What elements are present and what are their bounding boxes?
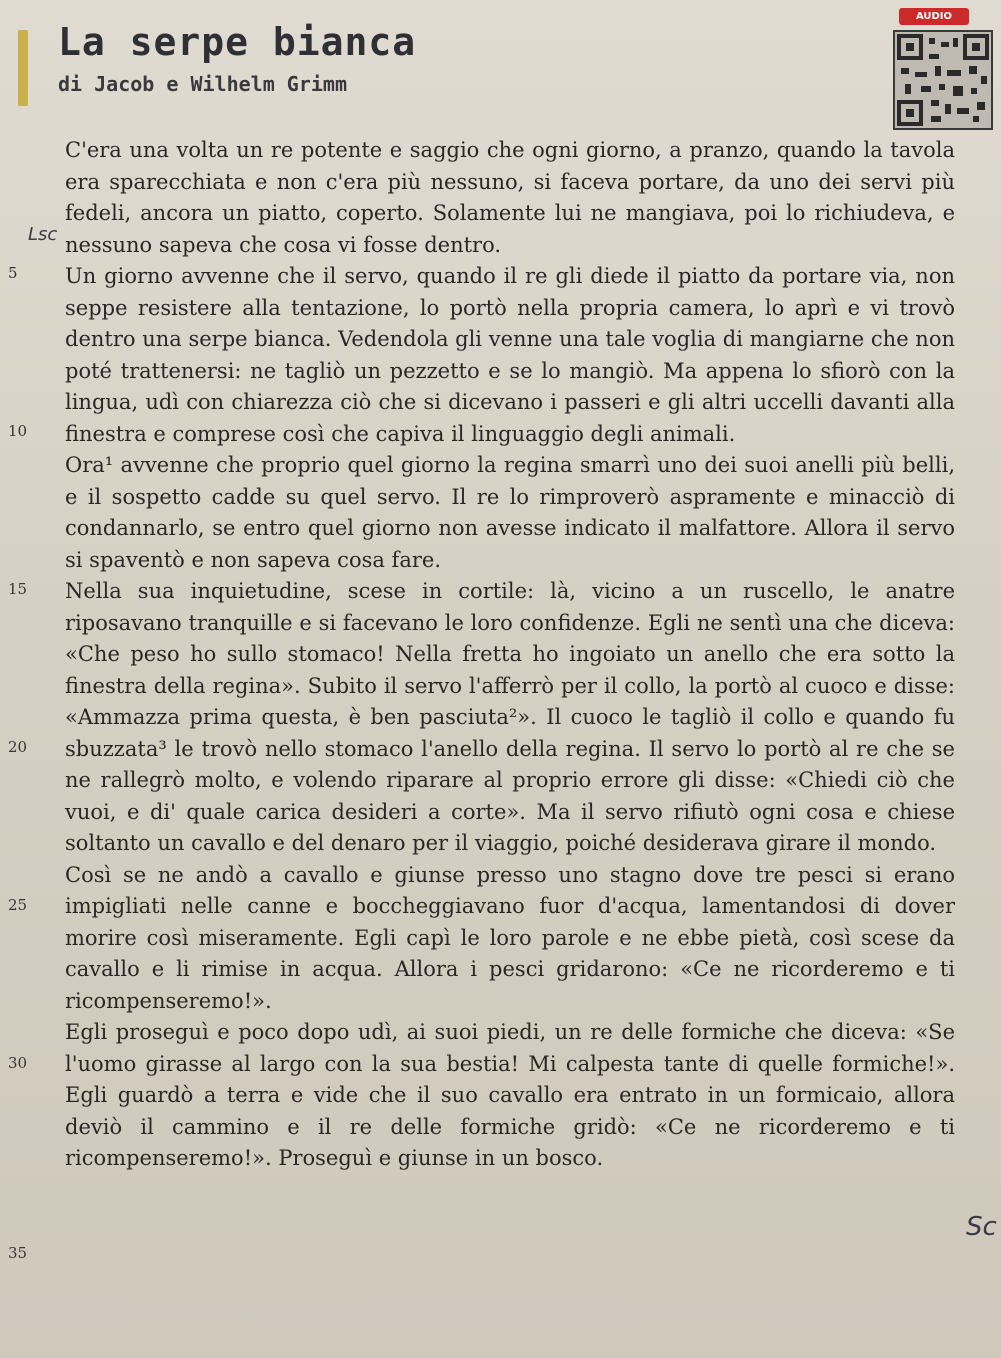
paragraph: Nella sua inquietudine, scese in cortile: là, vicino a un ruscello, le anatre riposavano tranquille e si facevano le loro confidenze. Egli ne sentì una che diceva: «Che peso ho sullo stomaco! Nella fretta ho ingoiato un anello che era sotto la finestra della regina». Subito il servo l'afferrò per il collo, la portò al cuoco e disse: «Ammazza prima questa, è ben pasciuta²». Il cuoco le tagliò il collo e quando fu sbuzzata³ le trovò nello stomaco l'anello della regina. Il servo lo portò al re che se ne rallegrò molto, e volendo riparare al proprio errore gli disse: «Chiedi ciò che vuoi, e di' quale carica desideri a corte». Ma il servo rifiutò ogni cosa e chiese soltanto un cavallo e del denaro per il viaggio, poiché desiderava girare il mondo.	[65, 579, 955, 855]
author-subtitle: di Jacob e Wilhelm Grimm	[58, 72, 347, 96]
paragraph: Un giorno avvenne che il servo, quando il re gli diede il piatto da portare via, non seppe resistere alla tentazione, lo portò nella propria camera, lo aprì e vi trovò dentro una serpe bianca. Vedendola gli venne una tale voglia di mangiarne che non poté trattenersi: ne tagliò un pezzetto e se lo mangiò. Ma appena lo sfiorò con la lingua, udì con chiarezza ciò che si dicevano i passeri e gli altri uccelli davanti alla finestra e comprese così che capiva il linguaggio degli animali.	[65, 264, 955, 446]
paragraph: Egli proseguì e poco dopo udì, ai suoi piedi, un re delle formiche che diceva: «Se l'uomo girasse al largo con la sua bestia! Mi calpesta tante di quelle formiche!». Egli guardò a terra e vide che il suo cavallo era entrato in un formicaio, allora deviò il cammino e il re delle formiche gridò: «Ce ne ricorderemo e ti ricompenseremo!». Proseguì e giunse in un bosco.	[65, 1020, 955, 1170]
audio-badge[interactable]: AUDIO	[899, 8, 969, 25]
line-number: 10	[8, 422, 28, 440]
line-number: 5	[8, 264, 18, 282]
paragraph: C'era una volta un re potente e saggio che ogni giorno, a pranzo, quando la tavola era sparecchiata e non c'era più nessuno, si faceva portare, da uno dei servi più fedeli, ancora un piatto, coperto. Solamente lui ne mangiava, poi lo richiudeva, e nessuno sapeva che cosa vi fosse dentro.	[65, 138, 955, 257]
line-number: 25	[8, 896, 28, 914]
paragraph: Ora¹ avvenne che proprio quel giorno la regina smarrì uno dei suoi anelli più belli, e il sospetto cadde su quel servo. Il re lo rimproverò aspramente e minacciò di condannarlo, se entro quel giorno non avesse indicato il malfattore. Allora il servo si spaventò e non sapeva cosa fare.	[65, 453, 955, 572]
story-text	[65, 135, 955, 1175]
page-title: La serpe bianca	[58, 20, 417, 64]
line-number: 35	[8, 1244, 28, 1262]
paragraph: Così se ne andò a cavallo e giunse presso uno stagno dove tre pesci si erano impigliati nelle canne e boccheggiavano fuor d'acqua, lamentandosi di dover morire così miseramente. Egli capì le loro parole e ne ebbe pietà, così scese da cavallo e li rimise in acqua. Allora i pesci gridarono: «Ce ne ricorderemo e ti ricompenseremo!».	[65, 862, 955, 1013]
handwritten-margin-note: Sc	[966, 1212, 997, 1242]
handwritten-margin-note: Lsc	[28, 224, 58, 245]
qr-code-icon[interactable]	[893, 30, 993, 130]
line-number: 15	[8, 580, 28, 598]
title-accent-bar	[18, 30, 28, 106]
line-number: 20	[8, 738, 28, 756]
line-number: 30	[8, 1054, 28, 1072]
